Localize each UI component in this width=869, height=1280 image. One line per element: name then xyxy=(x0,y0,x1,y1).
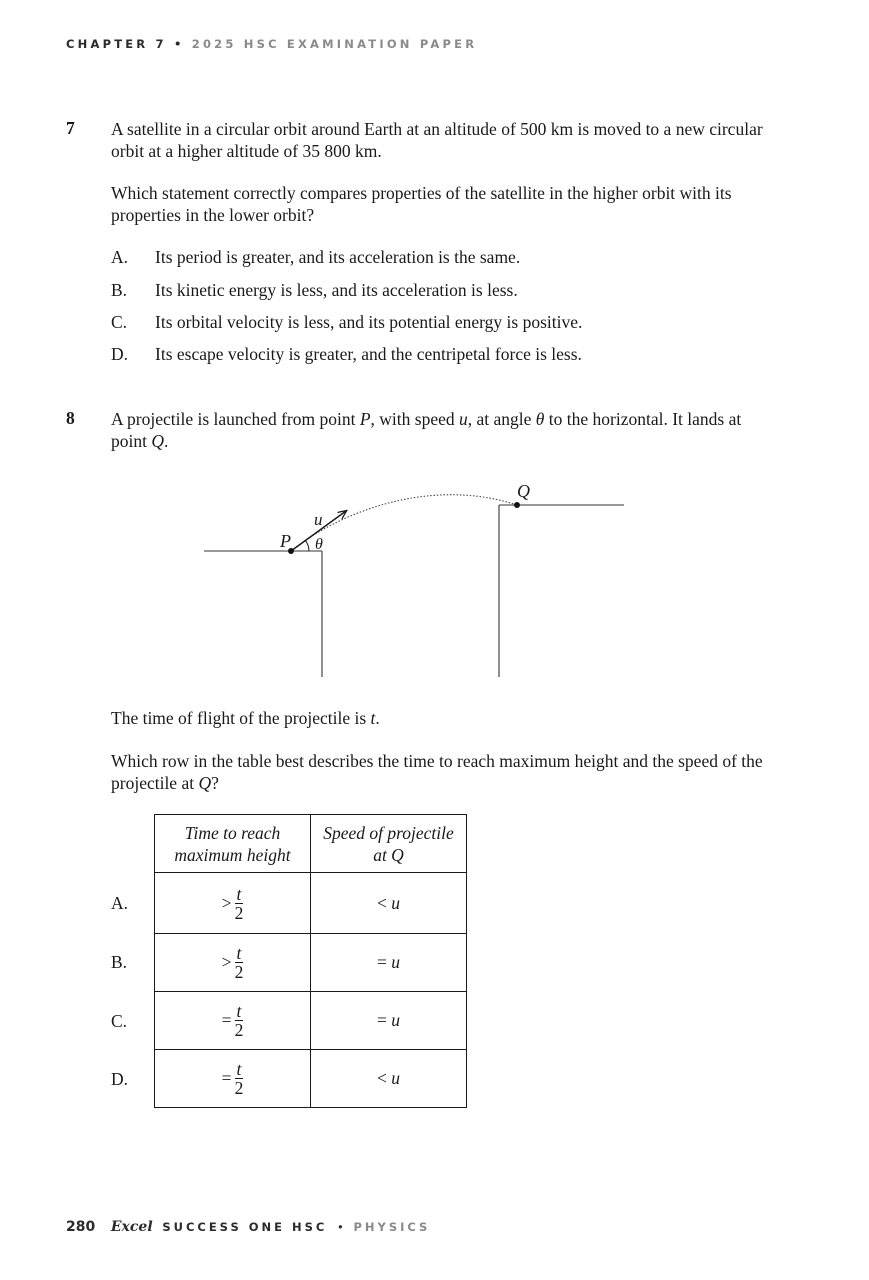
footer-separator: • xyxy=(337,1220,344,1234)
running-footer xyxy=(66,1219,430,1235)
q7-option-c-letter: C. xyxy=(111,312,128,332)
q7-option-a-letter: A. xyxy=(111,247,129,267)
page-number: 280 xyxy=(66,1219,96,1235)
trajectory-path xyxy=(291,495,517,551)
label-p: P xyxy=(280,531,291,551)
question-7-prompt: Which statement correctly compares properties of the satellite in the higher orbit with its properties in the lower orbit? xyxy=(111,183,732,225)
label-q: Q xyxy=(517,481,530,501)
header-separator: • xyxy=(173,37,185,51)
time-of-flight-text: The time of flight of the projectile is t. xyxy=(111,708,380,728)
row-c-letter: C. xyxy=(111,1011,128,1031)
q7-option-d-letter: D. xyxy=(111,344,129,364)
row-c-time: = $\frac{t}{2}$ xyxy=(155,992,311,1050)
question-7-stem: A satellite in a circular orbit around Earth at an altitude of 500 km is moved to a new circular orbit at a higher altitude of 35 800 km. xyxy=(111,119,763,161)
q7-option-b-letter: B. xyxy=(111,280,128,300)
q7-option-c-text: Its orbital velocity is less, and its potential energy is positive. xyxy=(155,312,583,332)
brand-name: Excel xyxy=(110,1219,153,1235)
q7-option-b-text: Its kinetic energy is less, and its acceleration is less. xyxy=(155,280,518,300)
row-a-letter: A. xyxy=(111,893,129,913)
angle-arc xyxy=(305,540,309,551)
table-row xyxy=(155,1050,467,1108)
answer-table xyxy=(154,814,467,1108)
label-u: u xyxy=(314,510,323,529)
row-a-speed: < u xyxy=(311,873,467,934)
chapter-label: CHAPTER 7 xyxy=(66,37,167,51)
question-8-prompt: Which row in the table best describes the time to reach maximum height and the speed of the projectile at Q? xyxy=(111,751,763,793)
table-row xyxy=(155,934,467,992)
row-d-time: = $\frac{t}{2}$ xyxy=(155,1050,311,1108)
q7-option-a-text: Its period is greater, and its acceleration is the same. xyxy=(155,247,521,267)
subject-name: PHYSICS xyxy=(353,1220,431,1234)
table-row xyxy=(155,992,467,1050)
table-header-row xyxy=(155,815,467,873)
row-d-speed: < u xyxy=(311,1050,467,1108)
row-b-time: > $\frac{t}{2}$ xyxy=(155,934,311,992)
row-d-letter: D. xyxy=(111,1069,129,1089)
question-7-number: 7 xyxy=(66,118,75,138)
row-a-time: > $\frac{t}{2}$ xyxy=(155,873,311,934)
q7-option-d-text: Its escape velocity is greater, and the centripetal force is less. xyxy=(155,344,582,364)
label-theta: θ xyxy=(315,536,323,553)
paper-label: 2025 HSC EXAMINATION PAPER xyxy=(191,37,478,51)
row-c-speed: = u xyxy=(311,992,467,1050)
series-name: SUCCESS ONE HSC xyxy=(162,1220,328,1234)
projectile-diagram xyxy=(195,478,635,683)
running-header xyxy=(66,37,477,51)
row-b-letter: B. xyxy=(111,952,128,972)
question-8-number: 8 xyxy=(66,408,75,428)
point-q-dot xyxy=(514,502,520,508)
question-8-stem: A projectile is launched from point P, with speed u, at angle θ to the horizontal. It lands at point Q. xyxy=(111,409,742,451)
header-speed: Speed of projectile at Q xyxy=(311,815,467,873)
table-row xyxy=(155,873,467,934)
row-b-speed: = u xyxy=(311,934,467,992)
header-time: Time to reach maximum height xyxy=(155,815,311,873)
